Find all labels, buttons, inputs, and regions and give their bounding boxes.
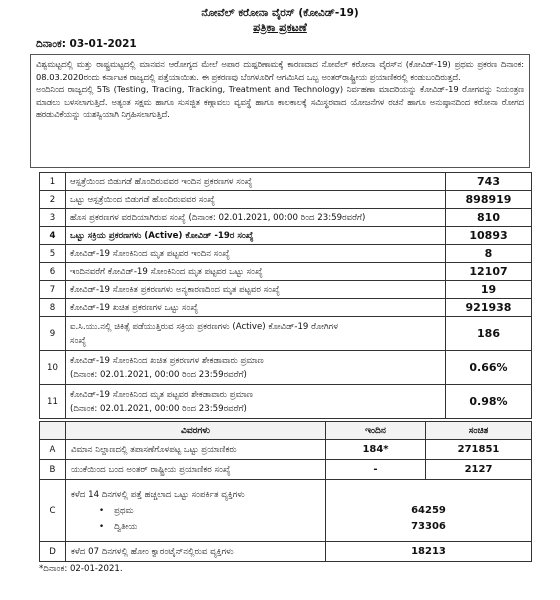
stats-row [40, 317, 532, 351]
row-label: ಹೊಸ ಪ್ರಕರಣಗಳ ವರದಿಯಾಗಿರುವ ಸಂಖ್ಯೆ (ದಿನಾಂಕ: 02.01.2021, 00:00 ರಿಂದ 23:59ರವರೆಗೆ) [66, 209, 446, 227]
row-cumulative-value: 271851 [426, 440, 532, 460]
row-number: 11 [40, 385, 66, 419]
stats-row [40, 281, 532, 299]
row-description: ಯುಕೆಯಿಂದ ಬಂದ ಅಂತರ್ ರಾಷ್ಟ್ರೀಯ ಪ್ರಯಾಣಿಕರ ಸಂಖ್ಯೆ [66, 460, 326, 480]
table-row [40, 460, 532, 480]
row-letter: A [40, 440, 66, 460]
footnote: *ದಿನಾಂಕ: 02-01-2021. [39, 564, 123, 574]
contacts-bullets [71, 503, 320, 535]
row-value: 743 [446, 173, 532, 191]
stats-row [40, 173, 532, 191]
header-empty [40, 422, 66, 440]
row-label-line-2: ಸಂಖ್ಯೆ [70, 335, 87, 346]
primary-contacts-label: • ಪ್ರಥಮ [99, 503, 320, 519]
row-letter: B [40, 460, 66, 480]
row-label-line-2: (ದಿನಾಂಕ: 02.01.2021, 00:00 ರಿಂದ 23:59ರವರೆಗೆ) [70, 403, 247, 414]
row-number: 1 [40, 173, 66, 191]
secondary-contacts-label: • ದ್ವಿತೀಯ [99, 519, 320, 535]
stats-row [40, 245, 532, 263]
row-number: 5 [40, 245, 66, 263]
row-value: 0.66% [446, 351, 532, 385]
row-number: 6 [40, 263, 66, 281]
row-description [66, 480, 326, 542]
stats-row [40, 263, 532, 281]
row-number: 3 [40, 209, 66, 227]
row-number: 2 [40, 191, 66, 209]
row-number: 4 [40, 227, 66, 245]
intro-paragraph-2: ಅಂದಿನಿಂದ ರಾಜ್ಯದಲ್ಲಿ 5Ts (Testing, Tracing, Tracking, Treatment and Technology) ನಿರ್ವಹಣಾ ಮಾದರಿಯನ್ನು ಕೋವಿಡ್-19 ರೋಗವನ್ನು ನಿಯಂತ್ರಣ ಮಾಡಲು ಬಳಸಲಾಗುತ್ತಿದೆ. ಅತ್ಯಂತ ಸಕ್ಷಮ ಹಾಗೂ ಸುಸಜ್ಜಿತ ಕಣ್ಗಾವಲು ವ್ಯವಸ್ಥೆ ಹಾಗೂ ಕಾಲಕಾಲಕ್ಕೆ ಸಮಿಸ್ಥರವಾದ ಯೋಜನೆಗಳ ರಚನೆ ಹಾಗೂ ಅನುಷ್ಠಾನದಿಂದ ಕರೋನಾ ರೋಗದ ಹರಡುವಿಕೆಯನ್ನು ಯಶಸ್ವಿಯಾಗಿ ನಿಗ್ರಹಿಸಲಾಗುತ್ತಿದೆ. [36, 84, 524, 120]
row-label-line-1: ಕೋವಿಡ್-19 ಸೋಂಕಿನಿಂದ ಖಚಿತ ಪ್ರಕರಣಗಳ ಶೇಕಡಾವಾರು ಪ್ರಮಾಣ [70, 355, 264, 366]
row-today-value: 184* [326, 440, 426, 460]
row-label [66, 351, 446, 385]
contacts-description: ಕಳೆದ 14 ದಿನಗಳಲ್ಲಿ ಪತ್ತೆ ಹಚ್ಚಲಾದ ಒಟ್ಟು ಸಂಪರ್ಕಿತ ವ್ಯಕ್ತಿಗಳು [71, 489, 245, 500]
row-value: 898919 [446, 191, 532, 209]
travel-contacts-table [39, 421, 532, 562]
row-cumulative-value: 2127 [426, 460, 532, 480]
row-value: 10893 [446, 227, 532, 245]
row-number: 9 [40, 317, 66, 351]
row-number: 10 [40, 351, 66, 385]
stats-row [40, 191, 532, 209]
row-value: 0.98% [446, 385, 532, 419]
intro-box [30, 54, 530, 168]
document-title: ನೋವೆಲ್ ಕರೋನಾ ವೈರಸ್ (ಕೋವಿಡ್-19) [201, 7, 359, 19]
document-date: ದಿನಾಂಕ: 03-01-2021 [36, 38, 137, 50]
row-label: ಕೋವಿಡ್-19 ಸೋಂಕಿನಿಂದ ಮೃತ ಪಟ್ಟವರ ಇಂದಿನ ಸಂಖ್ಯೆ [66, 245, 446, 263]
header-today: ಇಂದಿನ [326, 422, 426, 440]
row-label [66, 385, 446, 419]
stats-table [39, 172, 532, 419]
contacts-values [326, 480, 532, 542]
stats-row [40, 351, 532, 385]
stats-row [40, 209, 532, 227]
table-row [40, 542, 532, 562]
header-row [40, 422, 532, 440]
secondary-contacts-value: 73306 [411, 520, 446, 532]
row-label: ಆಸ್ಪತ್ರೆಯಿಂದ ಬಿಡುಗಡೆ ಹೊಂದಿರುವವರ ಇಂದಿನ ಪ್ರಕರಣಗಳ ಸಂಖ್ಯೆ [66, 173, 446, 191]
row-value: 810 [446, 209, 532, 227]
primary-contacts-value: 64259 [411, 504, 446, 516]
row-label: ಒಟ್ಟು ಸಕ್ರಿಯ ಪ್ರಕರಣಗಳು (Active) ಕೋವಿಡ್ -19ರ ಸಂಖ್ಯೆ [66, 227, 446, 245]
stats-row [40, 385, 532, 419]
header-cumulative: ಸಂಚಿತ [426, 422, 532, 440]
row-label-line-2: (ದಿನಾಂಕ: 02.01.2021, 00:00 ರಿಂದ 23:59ರವರೆಗೆ) [70, 369, 247, 380]
row-description: ವಿಮಾನ ನಿಲ್ದಾಣದಲ್ಲಿ ತಪಾಸಣೆಗೊಳಪಟ್ಟ ಒಟ್ಟು ಪ್ರಯಾಣಿಕರು [66, 440, 326, 460]
row-label-line-1: ಕೋವಿಡ್-19 ಸೋಂಕಿನಿಂದ ಮೃತ ಪಟ್ಟವರ ಶೇಕಡಾವಾರು ಪ್ರಮಾಣ [70, 389, 253, 400]
row-label-line-1: ಐ.ಸಿ.ಯು.ನಲ್ಲಿ ಚಿಕಿತ್ಸೆ ಪಡೆಯುತ್ತಿರುವ ಸಕ್ರಿಯ ಪ್ರಕರಣಗಳು (Active) ಕೋವಿಡ್-19 ರೋಗಿಗಳ [70, 321, 338, 332]
row-label: ಕೋವಿಡ್-19 ಖಚಿತ ಪ್ರಕರಣಗಳ ಒಟ್ಟು ಸಂಖ್ಯೆ [66, 299, 446, 317]
row-today-value: - [326, 460, 426, 480]
row-number: 8 [40, 299, 66, 317]
table-row [40, 440, 532, 460]
row-value: 921938 [446, 299, 532, 317]
row-value: 186 [446, 317, 532, 351]
row-value: 19 [446, 281, 532, 299]
row-label: ಒಟ್ಟು ಆಸ್ಪತ್ರೆಯಿಂದ ಬಿಡುಗಡೆ ಹೊಂದಿರುವವರ ಸಂಖ್ಯೆ [66, 191, 446, 209]
intro-paragraph-1: ವಿಶ್ವಮಟ್ಟದಲ್ಲಿ ಮತ್ತು ರಾಷ್ಟ್ರಮಟ್ಟದಲ್ಲಿ ಮಾನವನ ಆರೋಗ್ಯದ ಮೇಲೆ ಅಪಾರ ದುಷ್ಪರಿಣಾಮಕ್ಕೆ ಕಾರಣವಾದ ನೋವೆಲ್ ಕರೋನಾ ವೈರಸ್‌ನ (ಕೋವಿಡ್-19) ಪ್ರಥಮ ಪ್ರಕರಣ ದಿನಾಂಕ: 08.03.2020ರಂದು ಕರ್ನಾಟಕ ರಾಜ್ಯದಲ್ಲಿ ಪತ್ತೆಯಾಯಿತು. ಈ ಪ್ರಕರಣವು ಬೆಂಗಳೂರಿಗೆ ಆಗಮಿಸಿದ ಒಬ್ಬ ಅಂತರ್‌ರಾಷ್ಟ್ರೀಯ ಪ್ರಯಾಣಿಕರಲ್ಲಿ ಕಂಡುಬಂದಿರುತ್ತದೆ. [36, 59, 524, 82]
stats-row [40, 299, 532, 317]
row-cumulative-value: 18213 [326, 542, 532, 562]
stats-row [40, 227, 532, 245]
row-value: 12107 [446, 263, 532, 281]
row-value: 8 [446, 245, 532, 263]
header-details: ವಿವರಗಳು [66, 422, 326, 440]
row-letter: C [40, 480, 66, 542]
row-label: ಕೋವಿಡ್-19 ಸೋಂಕಿತ ಪ್ರಕರಣಗಳು ಅನ್ಯಕಾರಣದಿಂದ ಮೃತ ಪಟ್ಟವರ ಸಂಖ್ಯೆ [66, 281, 446, 299]
row-description: ಕಳೆದ 07 ದಿನಗಳಲ್ಲಿ ಹೋಂ ಕ್ವಾರಂಟೈನ್‌ನಲ್ಲಿರುವ ವ್ಯಕ್ತಿಗಳು [66, 542, 326, 562]
table-row [40, 480, 532, 542]
row-label: ಇಂದಿನವರೆಗೆ ಕೋವಿಡ್-19 ಸೋಂಕಿನಿಂದ ಮೃತ ಪಟ್ಟವರ ಒಟ್ಟು ಸಂಖ್ಯೆ [66, 263, 446, 281]
row-label [66, 317, 446, 351]
row-number: 7 [40, 281, 66, 299]
row-letter: D [40, 542, 66, 562]
document-subtitle: ಪತ್ರಿಕಾ ಪ್ರಕಟಣೆ [253, 21, 307, 34]
